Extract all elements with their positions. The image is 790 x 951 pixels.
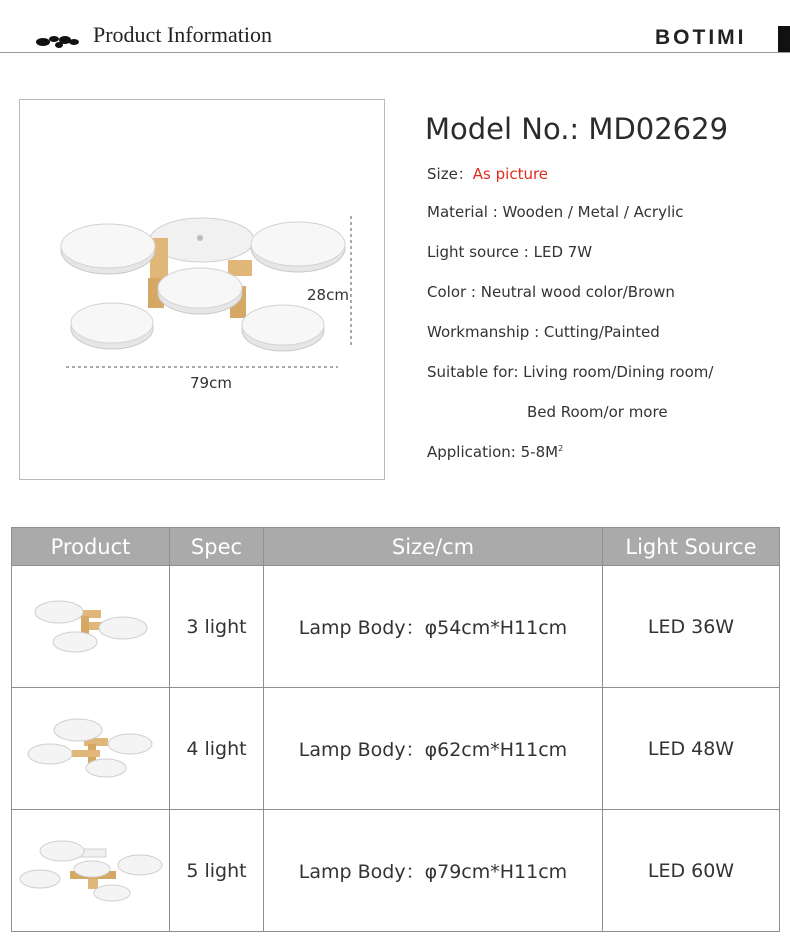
spec-suitable-for-continued: Bed Room/or more [527, 403, 668, 421]
three-light-lamp-thumbnail [31, 592, 151, 662]
light-source-cell: LED 48W [603, 688, 780, 810]
spec-material: Material : Wooden / Metal / Acrylic [427, 203, 684, 221]
width-dimension-label: 79cm [190, 374, 232, 392]
header-product: Product [12, 528, 170, 566]
header-divider [0, 52, 790, 53]
table-header-row [12, 528, 780, 566]
product-cell [12, 810, 170, 932]
spec-color: Color : Neutral wood color/Brown [427, 283, 675, 301]
table-row [12, 688, 780, 810]
spec-cell: 3 light [170, 566, 264, 688]
light-source-cell: LED 36W [603, 566, 780, 688]
section-title: Product Information [93, 22, 273, 47]
product-cell [12, 566, 170, 688]
brand-logo: BOTIMI [655, 26, 747, 49]
light-source-cell: LED 60W [603, 810, 780, 932]
height-dimension-label: 28cm [307, 286, 349, 304]
application-superscript: 2 [558, 444, 564, 453]
brand-mark-icon [34, 28, 80, 50]
spec-application [427, 443, 563, 461]
product-cell [12, 688, 170, 810]
size-value: As picture [472, 165, 549, 183]
five-light-lamp-thumbnail [18, 835, 164, 907]
header-light-source: Light Source [603, 528, 780, 566]
header-size: Size/cm [264, 528, 603, 566]
spec-suitable-for: Suitable for: Living room/Dining room/ [427, 363, 714, 381]
model-number: Model No.: MD02629 [425, 112, 729, 146]
spec-cell: 4 light [170, 688, 264, 810]
spec-table [11, 527, 780, 932]
four-light-lamp-thumbnail [26, 714, 156, 784]
application-value: Application: 5-8M [427, 443, 559, 461]
size-cell: Lamp Body：φ79cm*H11cm [264, 810, 603, 932]
spec-cell: 5 light [170, 810, 264, 932]
spec-size [427, 163, 548, 184]
header-spec: Spec [170, 528, 264, 566]
spec-light-source: Light source : LED 7W [427, 243, 593, 261]
brand-bar [778, 26, 790, 52]
product-image-frame [19, 99, 385, 480]
size-cell: Lamp Body：φ54cm*H11cm [264, 566, 603, 688]
size-cell: Lamp Body：φ62cm*H11cm [264, 688, 603, 810]
table-row [12, 810, 780, 932]
table-row [12, 566, 780, 688]
size-label: Size： [427, 165, 473, 183]
spec-workmanship: Workmanship : Cutting/Painted [427, 323, 660, 341]
